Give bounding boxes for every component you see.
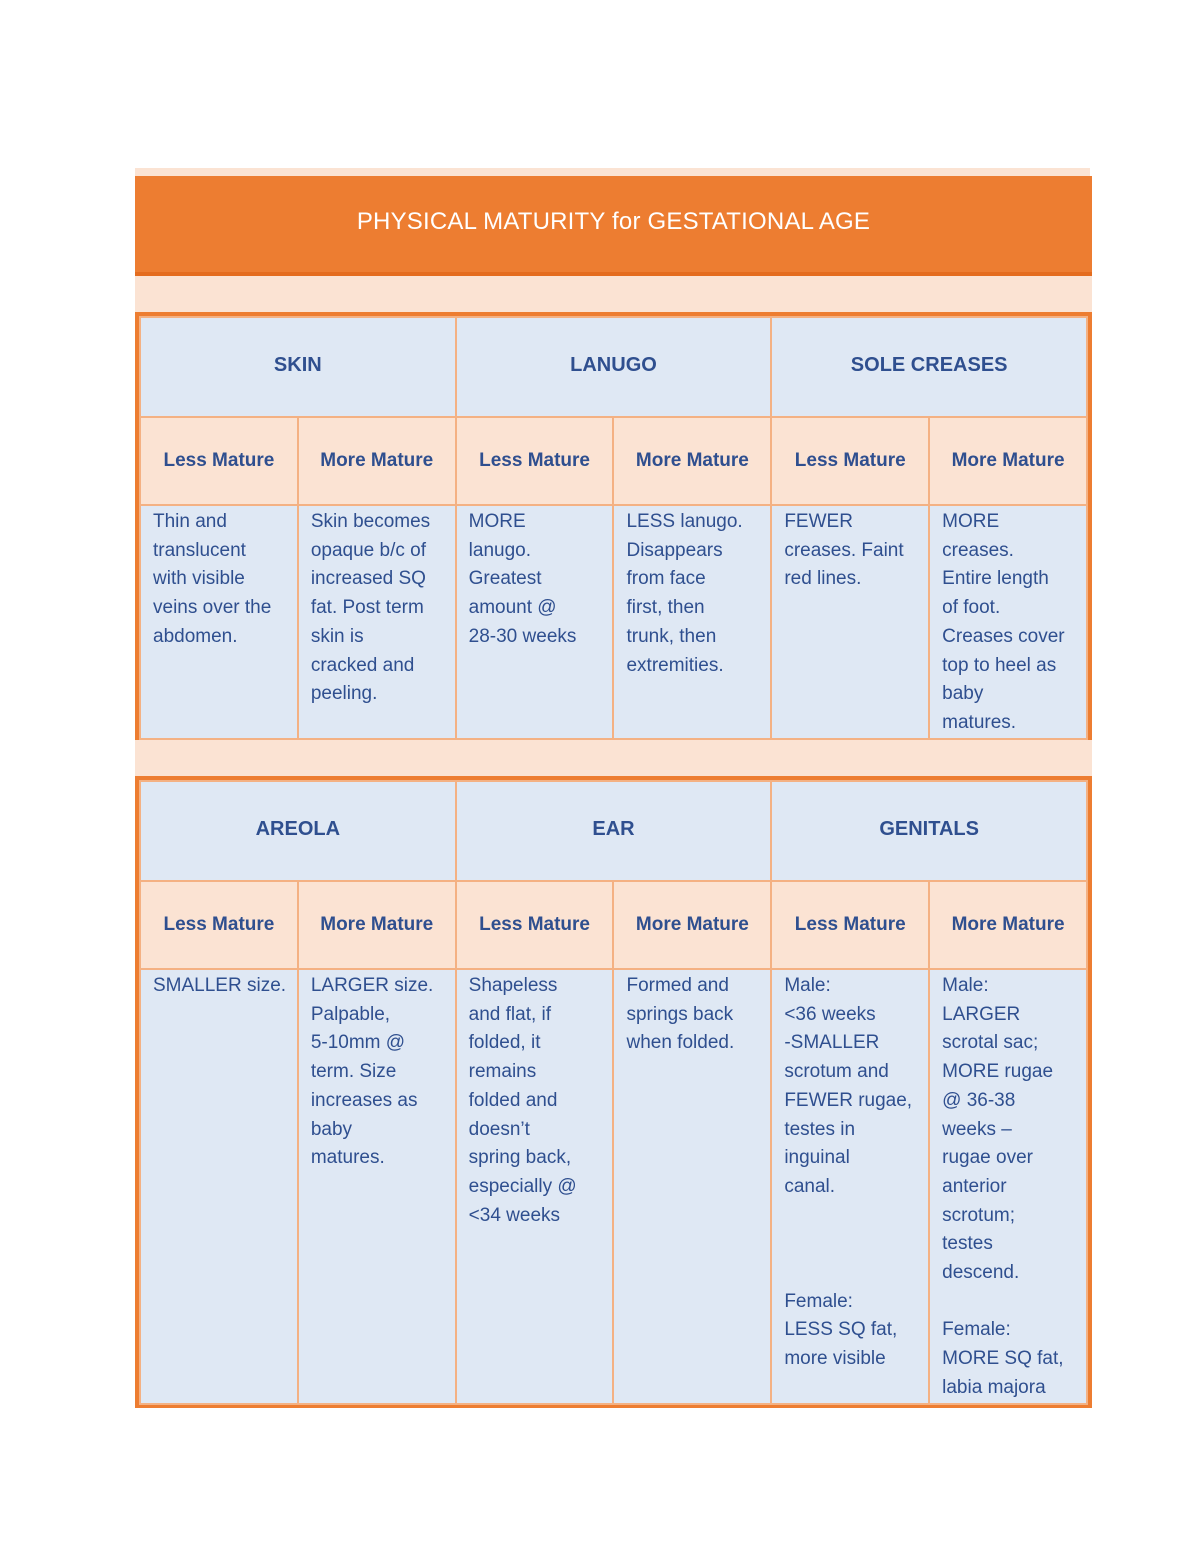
genitals-less-header: Less Mature: [771, 881, 929, 969]
lanugo-more-cell: [613, 505, 771, 739]
maturity-table-2: [135, 776, 1092, 1408]
divider-band: [135, 740, 1092, 776]
lanugo-more-header: More Mature: [613, 417, 771, 505]
sole-less-text: FEWER creases. Faint red lines.: [784, 511, 904, 590]
category-label: LANUGO: [570, 353, 657, 376]
areola-less-header: Less Mature: [140, 881, 298, 969]
genitals-more-cell: [929, 969, 1087, 1404]
genitals-less-cell: [771, 969, 929, 1404]
category-label: SOLE CREASES: [850, 353, 1008, 376]
page-title: PHYSICAL MATURITY for GESTATIONAL AGE: [356, 208, 871, 235]
genitals-more-female-text: Female: MORE SQ fat, labia majora: [942, 1319, 1064, 1398]
skin-less-text: Thin and translucent with visible veins over the abdomen.: [153, 511, 272, 647]
sole-more-text: MORE creases. Entire length of foot. Creases cover top to heel as baby matures.: [942, 511, 1065, 733]
sole-less-cell: [771, 505, 929, 739]
lanugo-less-cell: [456, 505, 614, 739]
lanugo-more-text: LESS lanugo. Disappears from face first, then trunk, then extremities.: [626, 511, 743, 676]
ear-more-cell: [613, 969, 771, 1404]
table-grid: [139, 780, 1088, 1405]
sole-more-header: More Mature: [929, 417, 1087, 505]
ear-less-header: Less Mature: [456, 881, 614, 969]
areola-more-cell: [298, 969, 456, 1404]
lanugo-less-text: MORE lanugo. Greatest amount @ 28-30 weeks: [468, 511, 577, 647]
genitals-more-male-text: Male: LARGER scrotal sac; MORE rugae @ 36-38 weeks – rugae over anterior scrotum; testes descend.: [942, 975, 1054, 1284]
category-row: [140, 781, 1087, 881]
genitals-less-male-text: Male: <36 weeks -SMALLER scrotum and FEWER rugae, testes in inguinal canal.: [784, 975, 913, 1197]
subheader-row: [140, 881, 1087, 969]
category-label: SKIN: [273, 353, 322, 376]
sole-more-cell: [929, 505, 1087, 739]
areola-more-header: More Mature: [298, 881, 456, 969]
category-label: AREOLA: [255, 817, 341, 840]
maturity-table-1: [135, 312, 1092, 740]
content-row: [140, 505, 1087, 739]
sole-less-header: Less Mature: [771, 417, 929, 505]
areola-less-cell: [140, 969, 298, 1404]
subheader-row: [140, 417, 1087, 505]
skin-more-text: Skin becomes opaque b/c of increased SQ fat. Post term skin is cracked and peeling.: [310, 511, 431, 705]
category-label: GENITALS: [879, 817, 979, 840]
category-skin: [140, 317, 456, 417]
content-row: [140, 969, 1087, 1404]
category-row: [140, 317, 1087, 417]
skin-more-header: More Mature: [298, 417, 456, 505]
ear-less-text: Shapeless and flat, if folded, it remains folded and doesn’t spring back, especially @ <34 weeks: [468, 975, 577, 1226]
genitals-less-female-text: Female: LESS SQ fat, more visible: [784, 1290, 898, 1370]
skin-less-header: Less Mature: [140, 417, 298, 505]
category-genitals: [771, 781, 1087, 881]
table-grid: [139, 316, 1088, 740]
genitals-more-header: More Mature: [929, 881, 1087, 969]
lanugo-less-header: Less Mature: [456, 417, 614, 505]
ear-less-cell: [456, 969, 614, 1404]
title-bar: [135, 176, 1092, 276]
category-lanugo: [456, 317, 772, 417]
divider-band: [135, 276, 1092, 312]
category-ear: [456, 781, 772, 881]
top-strip: [135, 168, 1090, 176]
skin-more-cell: [298, 505, 456, 739]
ear-more-header: More Mature: [613, 881, 771, 969]
areola-more-text: LARGER size. Palpable, 5-10mm @ term. Size increases as baby matures.: [310, 975, 434, 1169]
category-sole-creases: [771, 317, 1087, 417]
areola-less-text: SMALLER size.: [153, 975, 287, 996]
category-areola: [140, 781, 456, 881]
ear-more-text: Formed and springs back when folded.: [626, 975, 735, 1054]
skin-less-cell: [140, 505, 298, 739]
category-label: EAR: [592, 817, 635, 840]
